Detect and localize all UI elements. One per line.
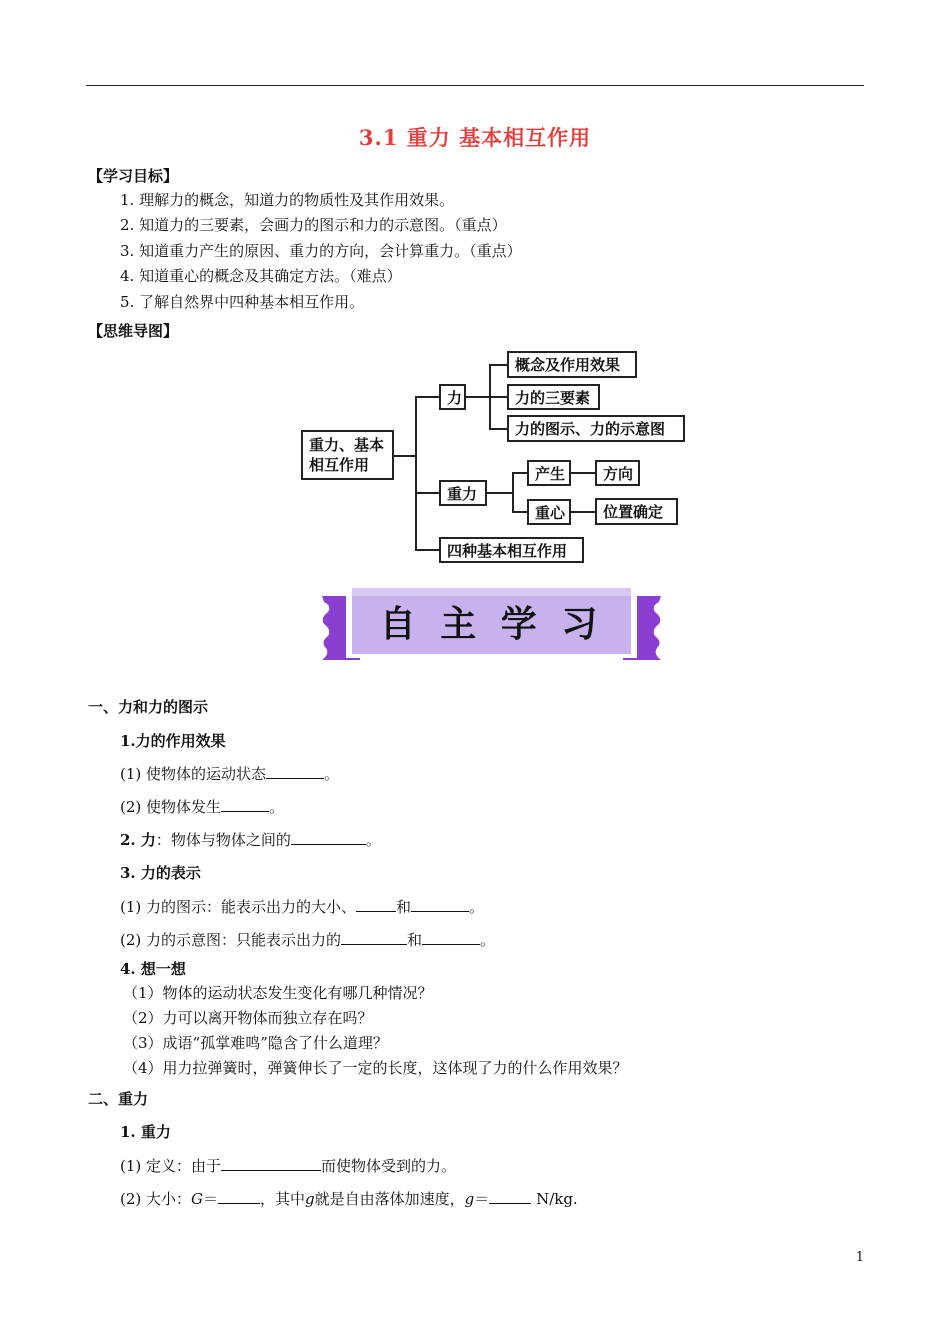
think-question: （3）成语“孤掌难鸣”隐含了什么道理？	[123, 1034, 388, 1052]
banner-text: 自 主 学 习	[379, 604, 604, 645]
answer-blank[interactable]	[291, 830, 366, 845]
s1-line2	[120, 796, 284, 817]
section1-sub1: 1.力的作用效果	[120, 732, 226, 750]
s2-eq: ＝	[203, 1190, 219, 1208]
connector	[512, 472, 527, 474]
s3-line2-end: 。	[480, 931, 496, 949]
section1-sub3: 3. 力的表示	[120, 864, 201, 882]
objectives-header: 【学习目标】	[88, 167, 179, 185]
objective-item: 4. 知道重心的概念及其确定方法。（难点）	[120, 267, 402, 285]
mindmap-node: 位置确定	[595, 498, 678, 525]
connector	[489, 396, 507, 398]
think-question: （2）力可以离开物体而独立存在吗？	[123, 1009, 373, 1027]
answer-blank[interactable]	[221, 1156, 321, 1171]
s3-line2-prefix: (2) 力的示意图：只能表示出力的	[120, 931, 342, 949]
s2-def-suffix: 而使物体受到的力。	[321, 1157, 457, 1175]
mindmap-root-line1: 重力、基本	[309, 436, 385, 454]
mindmap-header: 【思维导图】	[88, 322, 179, 340]
s3-line1-prefix: (1) 力的图示：能表示出力的大小、	[120, 898, 357, 916]
mindmap-root	[301, 430, 394, 480]
section1-heading: 一、力和力的图示	[88, 698, 209, 716]
s2-unit: N/kg.	[531, 1190, 578, 1208]
mindmap-root-line2: 相互作用	[309, 456, 370, 474]
objective-item: 5. 了解自然界中四种基本相互作用。	[120, 293, 365, 311]
s1-sub2-end: 。	[365, 831, 381, 849]
connector	[415, 492, 439, 494]
mindmap-node: 力的三要素	[507, 384, 600, 410]
s2-size-mid: ，其中	[260, 1190, 306, 1208]
s3-line1	[120, 896, 484, 917]
answer-blank[interactable]	[341, 930, 407, 945]
connector	[415, 396, 439, 398]
s1-sub2-text: ：物体与物体之间的	[155, 831, 291, 849]
mindmap-node: 概念及作用效果	[507, 351, 637, 378]
s2-symbol-g: g	[305, 1190, 315, 1208]
mindmap-node: 产生	[527, 460, 571, 486]
answer-blank[interactable]	[489, 1189, 531, 1204]
s2-eq2: ＝	[474, 1190, 490, 1208]
connector	[512, 472, 514, 513]
connector	[466, 396, 490, 398]
s2-size	[120, 1188, 578, 1209]
section2-sub1: 1. 重力	[120, 1123, 171, 1141]
s1-line1-suffix: 。	[324, 765, 340, 783]
page-number: 1	[855, 1250, 864, 1265]
s1-line2-suffix: 。	[269, 798, 285, 816]
answer-blank[interactable]	[356, 897, 396, 912]
s3-line1-end: 。	[469, 898, 485, 916]
mindmap-node: 重心	[527, 499, 571, 525]
connector	[415, 549, 439, 551]
objective-item: 1. 理解力的概念，知道力的物质性及其作用效果。	[120, 191, 455, 209]
objective-item: 3. 知道重力产生的原因、重力的方向，会计算重力。（重点）	[120, 242, 522, 260]
s2-symbol-G: G	[191, 1190, 204, 1208]
mindmap-force: 力	[439, 384, 466, 410]
s2-size-prefix: (2) 大小：	[120, 1190, 192, 1208]
self-study-banner	[320, 584, 663, 670]
s1-line1-prefix: (1) 使物体的运动状态	[120, 765, 267, 783]
think-question: （1）物体的运动状态发生变化有哪几种情况？	[123, 984, 433, 1002]
connector	[415, 396, 417, 551]
s3-line2-and: 和	[407, 931, 423, 949]
s2-size-text: 就是自由落体加速度，	[314, 1190, 465, 1208]
section1-sub4: 4. 想一想	[120, 960, 186, 978]
mindmap-node: 四种基本相互作用	[439, 537, 584, 563]
connector	[487, 492, 513, 494]
answer-blank[interactable]	[422, 930, 480, 945]
connector	[571, 472, 595, 474]
s2-symbol-g2: g	[464, 1190, 475, 1208]
s1-line2-prefix: (2) 使物体发生	[120, 798, 222, 816]
s1-line1	[120, 763, 339, 784]
s1-sub2	[120, 829, 381, 850]
connector	[394, 455, 416, 457]
connector	[489, 428, 507, 430]
s2-def-prefix: (1) 定义：由于	[120, 1157, 222, 1175]
answer-blank[interactable]	[218, 1189, 260, 1204]
mindmap-node: 力的图示、力的示意图	[507, 415, 685, 442]
s2-definition	[120, 1155, 456, 1176]
objective-item: 2. 知道力的三要素，会画力的图示和力的示意图。（重点）	[120, 216, 507, 234]
page-title: 3.1 重力 基本相互作用	[358, 125, 592, 150]
mindmap-node: 方向	[595, 460, 640, 486]
answer-blank[interactable]	[411, 897, 469, 912]
answer-blank[interactable]	[221, 797, 269, 812]
s3-line2	[120, 929, 495, 950]
s3-line1-and: 和	[396, 898, 412, 916]
header-rule	[86, 85, 864, 86]
think-question: （4）用力拉弹簧时，弹簧伸长了一定的长度，这体现了力的什么作用效果？	[123, 1059, 628, 1077]
section2-heading: 二、重力	[88, 1090, 149, 1108]
connector	[489, 364, 507, 366]
s1-sub2-label: 2. 力	[120, 831, 156, 849]
connector	[571, 511, 595, 513]
mindmap-gravity: 重力	[439, 480, 487, 506]
answer-blank[interactable]	[266, 764, 324, 779]
connector	[512, 511, 527, 513]
